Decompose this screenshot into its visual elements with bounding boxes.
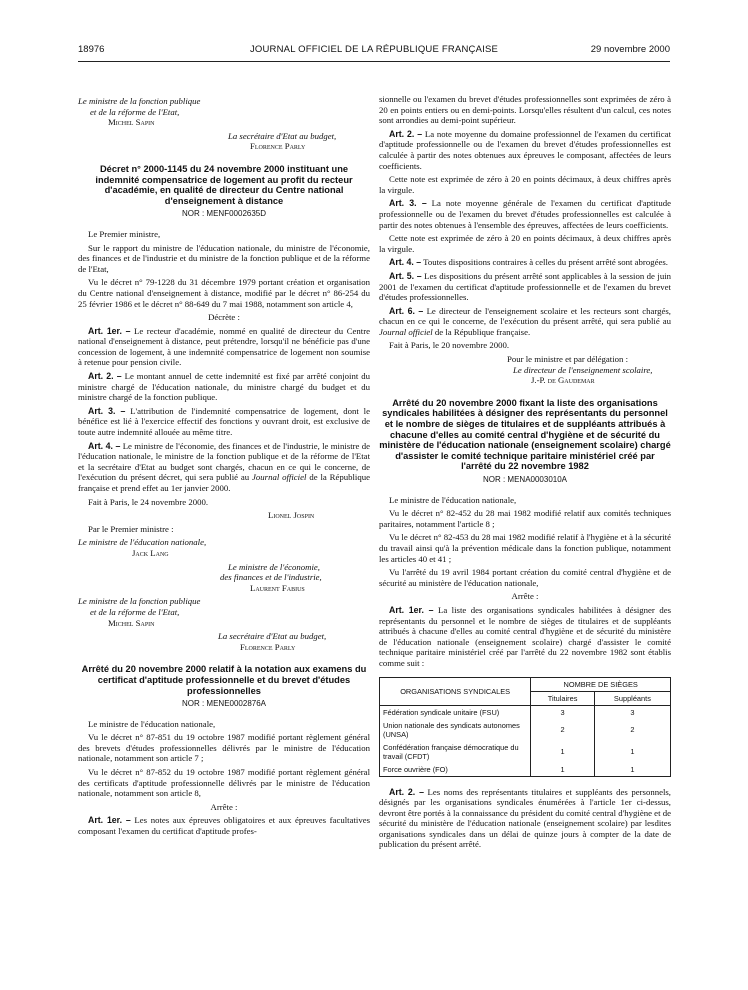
journal-reference: Journal officiel xyxy=(252,472,307,483)
table-cell-suppleants: 3 xyxy=(594,705,670,719)
signature-block xyxy=(228,131,370,152)
signature-title: La secrétaire d'Etat au budget, xyxy=(228,130,337,141)
table-cell-org: Force ouvrière (FO) xyxy=(380,763,531,777)
article xyxy=(379,198,671,230)
article-label: Art. 1er. – xyxy=(389,604,434,615)
article xyxy=(78,815,370,836)
article-label: Art. 2. – xyxy=(389,128,423,139)
arrete-heading: Arrête : xyxy=(210,801,238,812)
table-cell-titulaires: 1 xyxy=(531,763,595,777)
page-header xyxy=(78,44,670,60)
article xyxy=(78,406,370,438)
signature-name: J.-P. de Gaudemar xyxy=(531,375,595,386)
table-cell-org: Union nationale des syndicats autonomes (UNSA) xyxy=(380,719,531,741)
signature-block xyxy=(220,561,370,594)
table-cell-suppleants: 1 xyxy=(594,741,670,763)
signature-title: Le directeur de l'enseignement scolaire, xyxy=(513,364,653,375)
arrete-heading: Arrête : xyxy=(511,591,539,602)
paragraph: Cette note est exprimée de zéro à 20 en points décimaux, à deux chiffres après la virgule. xyxy=(379,233,671,254)
table-row xyxy=(380,741,671,763)
article-text: Le ministre de l'économie, des finances et de l'industrie, le ministre de l'éducation nationale, le ministre de la fonction publique et de la réforme de l'Etat et la secrétaire d'Etat au budget sont chargés, chacun en ce qui le concerne, de l'exécution du présent décret, qui sera publié au xyxy=(78,440,371,483)
article xyxy=(379,605,671,669)
signature-name: Florence Parly xyxy=(250,141,306,152)
table-header-organisations: ORGANISATIONS SYNDICALES xyxy=(380,677,531,705)
article-label: Art. 3. – xyxy=(389,198,427,209)
table-cell-org: Fédération syndicale unitaire (FSU) xyxy=(380,705,531,719)
left-column xyxy=(78,96,370,840)
paragraph: Vu le décret n° 87-852 du 19 octobre 1987 modifié portant règlement général des certificats d'aptitude professionnelle délivrés par le ministre de l'éducation nationale, notamment son article 8, xyxy=(78,767,370,799)
paragraph: sionnelle ou l'examen du brevet d'études professionnelles sont exprimées de zéro à 20 en points entiers ou en demi-points. Lorsqu'elles résultent d'un calcul, ces notes sont arrondies au demi-point supérieur. xyxy=(379,94,671,126)
publication-date: 29 novembre 2000 xyxy=(590,44,670,55)
table-row xyxy=(380,719,671,741)
paragraph: Sur le rapport du ministre de l'éducation nationale, du ministre de l'économie, des finances et de l'industrie et du ministre de la fonction publique et de la réforme de l'Etat, xyxy=(78,242,370,274)
fait-line: Fait à Paris, le 20 novembre 2000. xyxy=(389,340,510,351)
signature-block xyxy=(507,354,671,386)
paragraph: Vu le décret n° 87-851 du 19 octobre 1987 modifié portant règlement général des brevets d'études professionnelles délivrés par le ministre de l'éducation nationale, notamment son article 7 ; xyxy=(78,732,370,764)
paragraph: Le ministre de l'éducation nationale, xyxy=(389,494,517,505)
seats-table xyxy=(379,677,671,777)
arrete-nor: NOR : MENA0003010A xyxy=(482,475,568,484)
arrete-title: Arrêté du 20 novembre 2000 relatif à la notation aux examens du certificat d'aptitude professionnelle et du brevet d'études professionnelles xyxy=(81,664,367,696)
arrete-title: Arrêté du 20 novembre 2000 fixant la liste des organisations syndicales habilitées à désigner des représentants du personnel et le nombre de sièges de titulaires et de suppléants attribués à chacune d'elles au comité central d'hygiène et de sécurité du ministère de l'éducation nationale (enseignement scolaire) chargé d'assister le comité technique paritaire ministériel créé par l'arrêté du 22 novembre 1982 xyxy=(379,397,671,472)
article-label: Art. 6. – xyxy=(389,305,424,316)
article-label: Art. 2. – xyxy=(389,786,424,797)
signature-name: Jack Lang xyxy=(132,547,169,558)
table-header-seats: NOMBRE DE SIÈGES xyxy=(531,677,671,691)
signature-block xyxy=(78,537,370,558)
article xyxy=(379,787,671,851)
page-number: 18976 xyxy=(78,44,105,55)
signature-name: Lionel Jospin xyxy=(268,510,315,521)
table-cell-titulaires: 2 xyxy=(531,719,595,741)
table-cell-titulaires: 3 xyxy=(531,705,595,719)
article-text: La note moyenne du domaine professionnel de l'examen du certificat d'aptitude professionnelle ou de l'examen du brevet d'études professionnelles est calculée à partir des notes obtenues aux épreuves le composant, affectées de leurs coefficients. xyxy=(379,128,671,171)
table-cell-suppleants: 2 xyxy=(594,719,670,741)
arrete-nor: NOR : MENE0002876A xyxy=(181,699,267,709)
paragraph: Vu le décret n° 82-452 du 28 mai 1982 modifié relatif aux comités techniques paritaires, notamment l'article 8 ; xyxy=(379,508,671,529)
article-label: Art. 2. – xyxy=(88,371,122,382)
signature-title: Le ministre de la fonction publique xyxy=(78,596,201,607)
article-text: Toutes dispositions contraires à celles du présent arrêté sont abrogées. xyxy=(423,257,668,268)
decrete-heading: Décrète : xyxy=(208,312,240,323)
journal-title: JOURNAL OFFICIEL DE LA RÉPUBLIQUE FRANÇAISE xyxy=(249,44,499,55)
signature-name: Michel Sapin xyxy=(108,117,155,128)
par-le-premier-ministre: Par le Premier ministre : xyxy=(88,523,174,534)
article xyxy=(78,441,370,494)
article-text: L'attribution de l'indemnité compensatrice de logement, dont le bénéfice est lié à l'exercice effectif des fonctions y ouvrant droit, est exclusive de toute autre indemnité allouée au même titre. xyxy=(78,405,370,438)
paragraph: Vu l'arrêté du 19 avril 1984 portant création du comité central d'hygiène et de sécurité au ministère de l'éducation nationale, xyxy=(379,567,671,588)
delegation-line: Pour le ministre et par délégation : xyxy=(507,354,629,365)
article-text: Le montant annuel de cette indemnité est fixé par arrêté conjoint du ministre chargé de l'éducation nationale, du ministre chargé du budget et du ministre chargé de la fonction publique. xyxy=(78,371,370,403)
signature-block xyxy=(78,96,370,128)
signature-title: et de la réforme de l'Etat, xyxy=(90,606,180,617)
article xyxy=(379,306,671,338)
table-cell-org: Confédération française démocratique du travail (CFDT) xyxy=(380,741,531,763)
table-row xyxy=(380,705,671,719)
header-rule xyxy=(78,61,670,62)
article-text: Les notes aux épreuves obligatoires et aux épreuves facultatives composant l'examen du certificat d'aptitude profes- xyxy=(78,815,371,837)
article xyxy=(78,371,370,403)
right-column xyxy=(379,94,671,853)
table-header-titulaires: Titulaires xyxy=(531,691,595,705)
fait-line: Fait à Paris, le 24 novembre 2000. xyxy=(88,496,209,507)
article-label: Art. 1er. – xyxy=(88,325,131,336)
signature-title: Le ministre de l'éducation nationale, xyxy=(78,537,207,548)
paragraph: Le ministre de l'éducation nationale, xyxy=(88,718,216,729)
article-text: Les noms des représentants titulaires et suppléants des personnels, désignés par les organisations syndicales énumérées à l'article 1er ci-dessus, devront être portés à la connaissance du président du comité central d'hygiène et de sécurité du ministère de l'éducation nationale (enseignement scolaire) par lesdites organisations syndicales dans un délai de quinze jours à compter de la date de publication du présent arrêté. xyxy=(379,786,671,850)
article-text: de la République française. xyxy=(432,326,531,337)
table-cell-titulaires: 1 xyxy=(531,741,595,763)
article-text: La liste des organisations syndicales habilitées à désigner des représentants du personnel et le nombre de sièges de titulaires et de suppléants attribués à chacune d'elles au comité central d'hygiène et de sécurité du ministère de l'éducation nationale (enseignement scolaire) chargé d'assister le comité technique paritaire ministériel créé par l'arrêté du 22 novembre 1982 sont établis comme suit : xyxy=(379,604,671,668)
journal-reference: Journal officiel xyxy=(379,326,433,337)
article-label: Art. 1er. – xyxy=(88,815,131,826)
article-label: Art. 4. – xyxy=(88,440,121,451)
article xyxy=(379,271,671,303)
article-text: La note moyenne générale de l'examen du certificat d'aptitude professionnelle ou de l'examen du brevet d'études professionnelles est calculée à partir des notes obtenues à l'ensemble des épreuves, affectées de leurs coefficients. xyxy=(379,198,671,230)
article-text: Les dispositions du présent arrêté sont applicables à la session de juin 2001 de l'examen du certificat d'aptitude professionnelle et de l'examen du brevet d'études professionnelles. xyxy=(379,270,672,303)
signature-block xyxy=(78,596,370,628)
paragraph: Le Premier ministre, xyxy=(88,228,161,239)
article-text: Le directeur de l'enseignement scolaire et les recteurs sont chargés, chacun en ce qui le concerne, de l'exécution du présent arrêté, qui sera publié au xyxy=(379,305,671,327)
signature-block xyxy=(268,510,370,521)
table-header-suppleants: Suppléants xyxy=(594,691,670,705)
signature-title: La secrétaire d'Etat au budget, xyxy=(218,631,327,642)
signature-name: Laurent Fabius xyxy=(250,582,305,593)
paragraph: Vu le décret n° 79-1228 du 31 décembre 1979 portant création et organisation du Centre national d'enseignement à distance, modifié par le décret n° 86-254 du 25 février 1986 et le décret n° 88-649 du 7 mai 1988, notamment son article 4, xyxy=(78,277,370,309)
signature-title: des finances et de l'industrie, xyxy=(220,572,322,583)
article xyxy=(379,129,671,171)
signature-title: et de la réforme de l'Etat, xyxy=(90,106,180,117)
article-text: Le recteur d'académie, nommé en qualité de directeur du Centre national d'enseignement à distance, peut prétendre, lorsqu'il ne bénéficie pas d'une concession de logement, à une indemnité compensatrice de logement non soumise à retenue pour pension civile. xyxy=(78,325,371,368)
article xyxy=(379,257,671,268)
signature-name: Michel Sapin xyxy=(108,617,155,628)
article xyxy=(78,326,370,368)
decree-title: Décret n° 2000-1145 du 24 novembre 2000 instituant une indemnité compensatrice de logement au profit du recteur d'académie, en qualité de directeur du Centre national d'enseignement à distance xyxy=(95,163,353,206)
paragraph: Vu le décret n° 82-453 du 28 mai 1982 modifié relatif à l'hygiène et à la sécurité du travail ainsi qu'à la prévention médicale dans la fonction publique, notamment les articles 40 et 41 ; xyxy=(379,532,671,564)
article-label: Art. 4. – xyxy=(389,257,422,268)
article-text: de la République française et prend effet au 1er janvier 2000. xyxy=(78,472,370,493)
signature-block xyxy=(218,631,370,652)
signature-title: Le ministre de l'économie, xyxy=(228,561,320,572)
paragraph: Cette note est exprimée de zéro à 20 en points décimaux, à deux chiffres après la virgule. xyxy=(379,174,671,195)
decree-nor: NOR : MENF0002635D xyxy=(181,209,267,219)
table-row xyxy=(380,763,671,777)
table-cell-suppleants: 1 xyxy=(594,763,670,777)
signature-name: Florence Parly xyxy=(240,641,296,652)
article-label: Art. 3. – xyxy=(88,405,126,416)
article-label: Art. 5. – xyxy=(389,270,422,281)
signature-title: Le ministre de la fonction publique xyxy=(78,96,201,106)
